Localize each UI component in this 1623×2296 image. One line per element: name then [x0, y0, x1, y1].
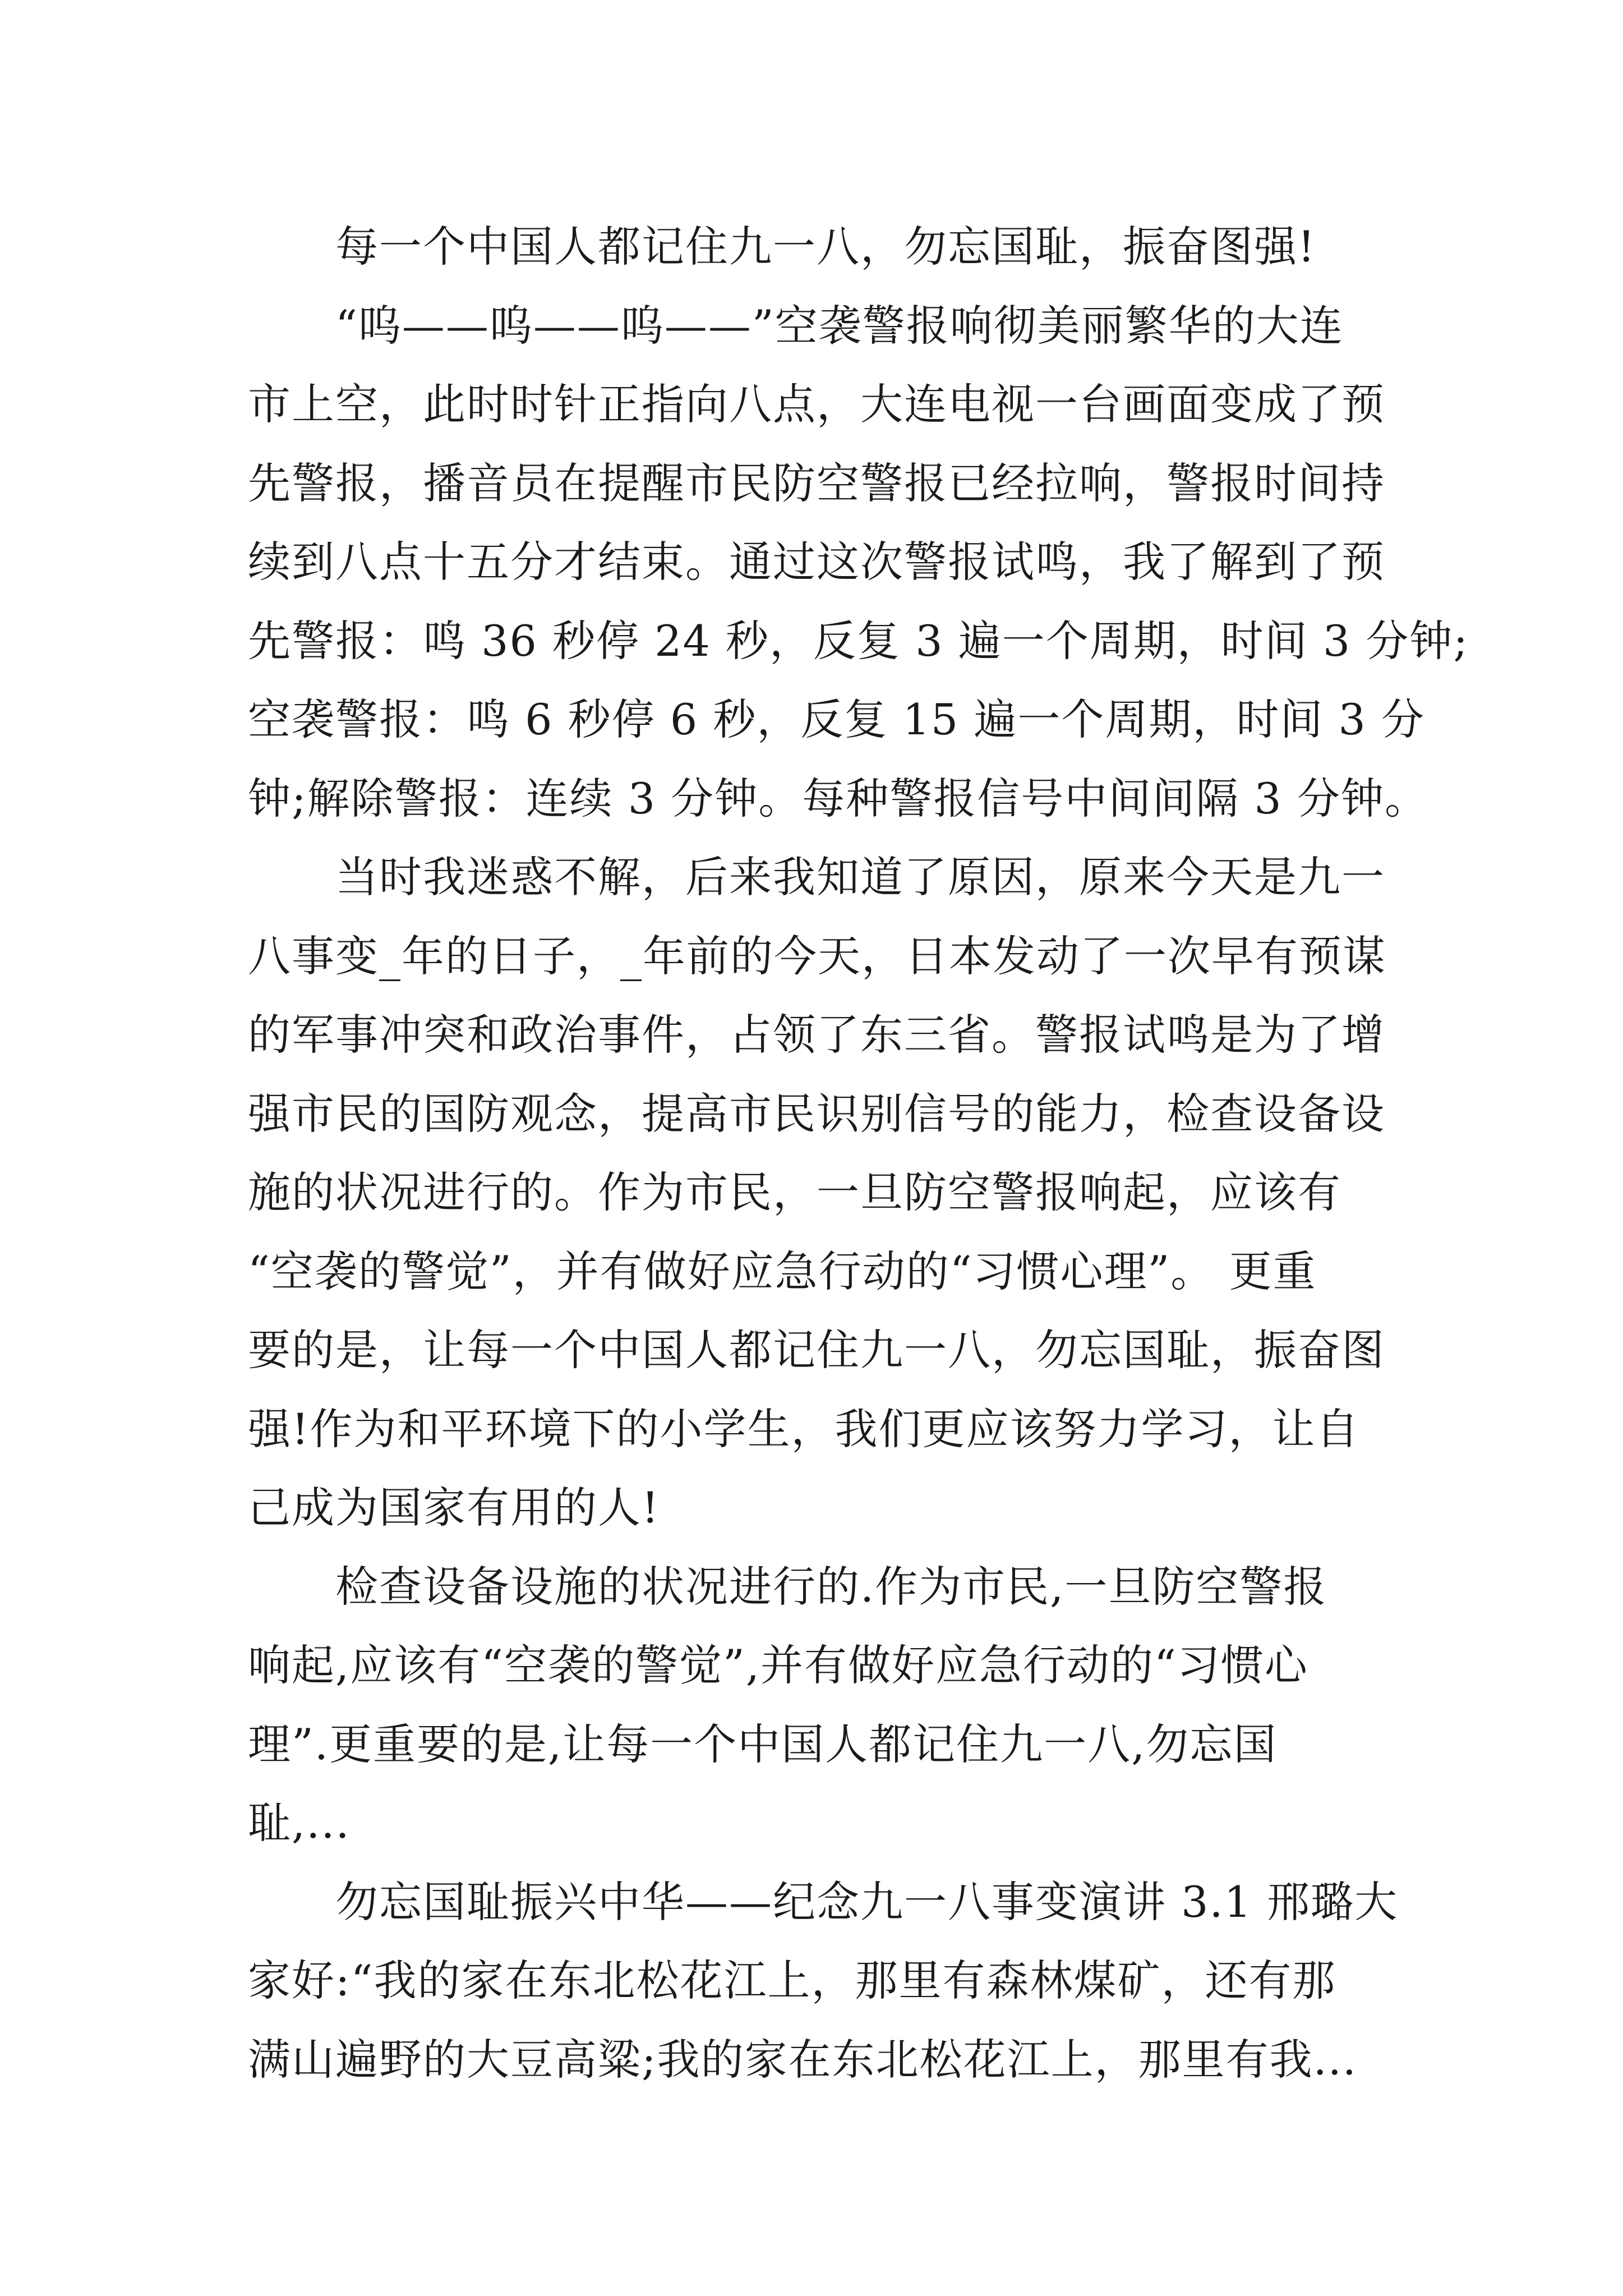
text-line: “空袭的警觉”，并有做好应急行动的“习惯心理”。 更重	[248, 1246, 1317, 1296]
text-line: 空袭警报：鸣 6 秒停 6 秒，反复 15 遍一个周期，时间 3 分	[248, 694, 1426, 744]
text-line: 响起,应该有“空袭的警觉”,并有做好应急行动的“习惯心	[248, 1640, 1308, 1690]
text-line: 理”.更重要的是,让每一个中国人都记住九一八,勿忘国	[248, 1719, 1278, 1769]
text-line: “呜——呜——呜——”空袭警报响彻美丽繁华的大连	[248, 300, 1344, 351]
text-line: 当时我迷惑不解，后来我知道了原因，原来今天是九一	[248, 852, 1385, 902]
text-line: 市上空，此时时针正指向八点，大连电视一台画面变成了预	[248, 379, 1385, 429]
text-line: 施的状况进行的。作为市民，一旦防空警报响起，应该有	[248, 1167, 1341, 1217]
text-line: 耻,...	[248, 1798, 351, 1848]
text-line: 强!作为和平环境下的小学生，我们更应该努力学习，让自	[248, 1404, 1360, 1454]
text-line: 八事变_年的日子，_年前的今天，日本发动了一次早有预谋	[248, 931, 1386, 981]
text-line: 先警报，播音员在提醒市民防空警报已经拉响，警报时间持	[248, 458, 1385, 508]
text-line: 每一个中国人都记住九一八，勿忘国耻，振奋图强!	[248, 222, 1316, 272]
text-line: 钟;解除警报：连续 3 分钟。每种警报信号中间间隔 3 分钟。	[248, 773, 1428, 823]
document-body	[248, 208, 1469, 2099]
text-line: 的军事冲突和政治事件，占领了东三省。警报试鸣是为了增	[248, 1010, 1385, 1060]
text-line: 强市民的国防观念，提高市民识别信号的能力，检查设备设	[248, 1088, 1385, 1139]
text-line: 检查设备设施的状况进行的.作为市民,一旦防空警报	[248, 1561, 1327, 1612]
text-line: 满山遍野的大豆高粱;我的家在东北松花江上，那里有我...	[248, 2034, 1358, 2085]
text-line: 己成为国家有用的人!	[248, 1483, 660, 1533]
text-line: 家好:“我的家在东北松花江上，那里有森林煤矿，还有那	[248, 1955, 1336, 2005]
text-line: 要的是，让每一个中国人都记住九一八，勿忘国耻，振奋图	[248, 1325, 1385, 1375]
text-line: 先警报：鸣 36 秒停 24 秒，反复 3 遍一个周期，时间 3 分钟;	[248, 615, 1469, 666]
text-line: 续到八点十五分才结束。通过这次警报试鸣，我了解到了预	[248, 537, 1385, 587]
text-line: 勿忘国耻振兴中华——纪念九一八事变演讲 3.1 邢璐大	[248, 1876, 1399, 1927]
